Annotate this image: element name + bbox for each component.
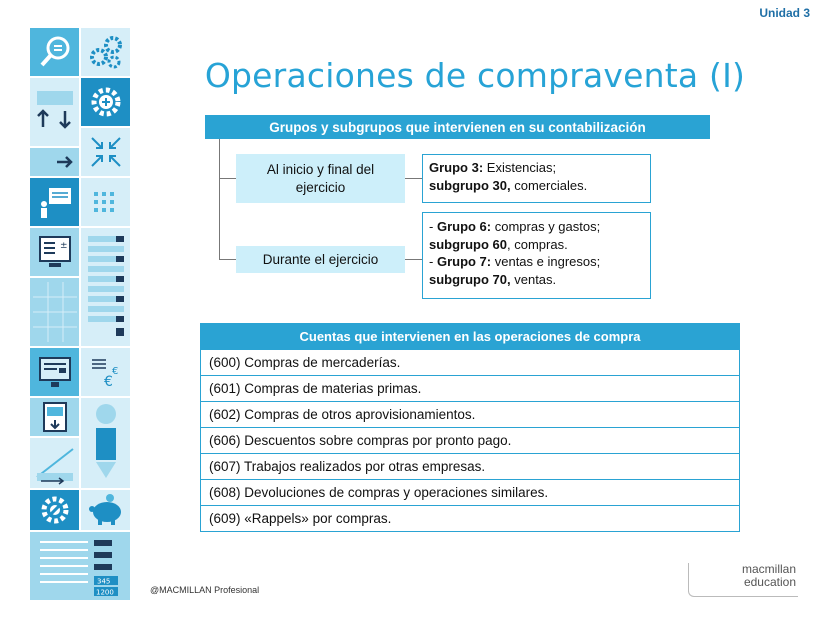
grid-tile <box>30 278 79 346</box>
table-row: (609) «Rappels» por compras. <box>201 505 739 531</box>
scale-icon <box>30 398 79 436</box>
groups-header: Grupos y subgrupos que intervienen en su contabilización <box>205 115 710 139</box>
unit-label: Unidad 3 <box>759 6 810 20</box>
gears-icon <box>81 28 130 76</box>
table-row: (607) Trabajos realizados por otras empresas. <box>201 453 739 479</box>
monitor-card-icon <box>30 348 79 396</box>
ledger-bars-icon <box>81 228 130 346</box>
brand-line-1: macmillan <box>741 562 796 576</box>
group-detail-line: subgrupo 70, ventas. <box>429 271 557 287</box>
table-row: (601) Compras de materias primas. <box>201 375 739 401</box>
calculator-screen-icon <box>30 228 79 276</box>
svg-text:€: € <box>111 366 118 377</box>
group-detail-line: subgrupo 60, compras. <box>429 236 568 252</box>
table-row: (602) Compras de otros aprovisionamientos. <box>201 401 739 427</box>
connector-branch-1 <box>219 178 236 179</box>
group-detail-line: - Grupo 7: ventas e ingresos; <box>429 254 601 269</box>
abacus-icon <box>81 178 130 226</box>
arrows-icon <box>30 78 79 146</box>
brand-logo <box>688 563 798 597</box>
table-row: (608) Devoluciones de compras y operaciones similares. <box>201 479 739 505</box>
connector-link-2 <box>405 259 422 260</box>
pin-icon <box>81 398 130 488</box>
arrow-right-icon <box>30 148 79 176</box>
copyright-text: @MACMILLAN Profesional <box>150 585 260 595</box>
svg-text:€: € <box>103 374 113 390</box>
group-label-durante: Durante el ejercicio <box>236 246 405 273</box>
brand-line-2: education <box>743 575 796 589</box>
strip-number-345: 345 <box>97 577 111 586</box>
group-detail-inicio <box>422 154 651 203</box>
accounts-header: Cuentas que intervienen en las operaciones de compra <box>201 324 739 349</box>
page-title: Operaciones de compraventa (I) <box>204 56 746 95</box>
group-detail-line: subgrupo 30, comerciales. <box>429 177 588 193</box>
decorative-icon-strip <box>30 28 130 600</box>
presentation-icon <box>30 178 79 226</box>
magnifier-icon <box>30 28 79 76</box>
group-detail-line: Grupo 3: Existencias; <box>429 160 557 175</box>
chart-line-icon <box>30 438 79 488</box>
piggy-bank-icon <box>81 490 130 530</box>
accounts-table <box>200 323 740 532</box>
group-detail-line: - Grupo 6: compras y gastos; <box>429 219 601 234</box>
group-detail-durante <box>422 212 651 299</box>
svg-text:±: ± <box>59 241 68 251</box>
table-row: (606) Descuentos sobre compras por pronto pago. <box>201 427 739 453</box>
gear-wrench-icon <box>30 490 79 530</box>
table-row: (600) Compras de mercaderías. <box>201 349 739 375</box>
strip-number-1200: 1200 <box>96 588 114 597</box>
connector-vertical <box>219 139 220 259</box>
connector-link-1 <box>405 178 422 179</box>
gear-plus-icon <box>81 78 130 126</box>
report-numbers-icon <box>30 532 130 600</box>
connector-branch-2 <box>219 259 236 260</box>
converging-arrows-icon <box>81 128 130 176</box>
group-label-inicio: Al inicio y final del ejercicio <box>236 154 405 203</box>
document-euro-icon <box>81 348 130 396</box>
